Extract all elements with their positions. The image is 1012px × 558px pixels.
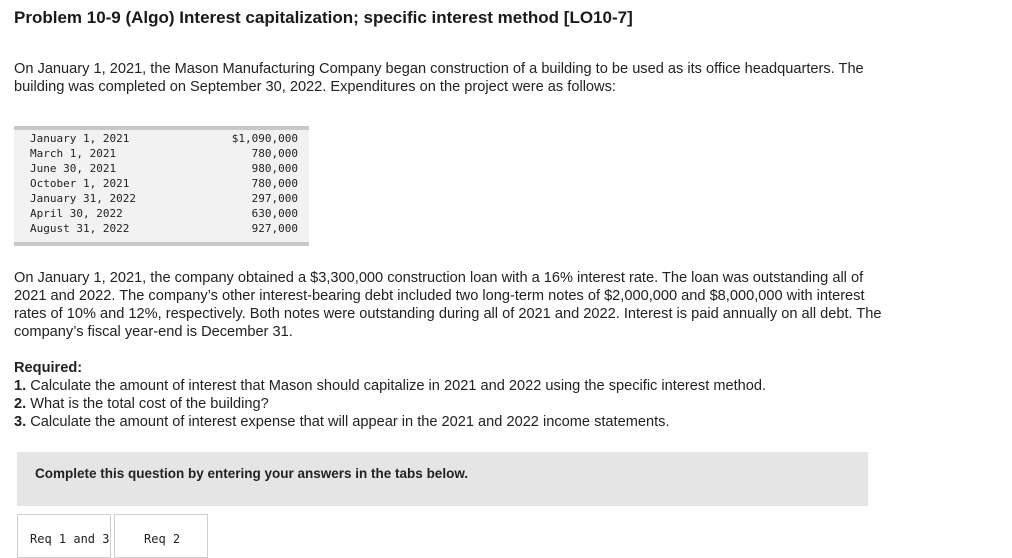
expenditure-row (14, 161, 309, 176)
table-top-rule (14, 126, 309, 130)
required-item-number: 1. (14, 378, 27, 394)
expenditure-date: March 1, 2021 (30, 147, 117, 160)
intro-line: building was completed on September 30, 2022. Expenditures on the project were as follows: (14, 79, 616, 95)
tab-req-1-and-3[interactable] (17, 514, 111, 558)
expenditure-amount: $1,090,000 (231, 132, 298, 145)
expenditure-amount: 927,000 (251, 222, 298, 235)
loan-line: 2021 and 2022. The company’s other interest-bearing debt included two long-term notes of $2,000,000 and $8,000,000 with interest (14, 288, 865, 304)
required-item (14, 413, 670, 431)
required-item-text: What is the total cost of the building? (30, 396, 269, 412)
required-item (14, 395, 269, 413)
expenditure-amount: 780,000 (251, 177, 298, 190)
loan-paragraph (14, 269, 994, 341)
expenditure-row (14, 206, 309, 221)
expenditure-amount: 780,000 (251, 147, 298, 160)
expenditure-row (14, 131, 309, 146)
expenditure-amount: 630,000 (251, 207, 298, 220)
problem-title: Problem 10-9 (Algo) Interest capitalization; specific interest method [LO10-7] (14, 8, 633, 27)
required-item-text: Calculate the amount of interest expense that will appear in the 2021 and 2022 income statements. (30, 414, 670, 430)
expenditure-row (14, 191, 309, 206)
expenditure-row (14, 176, 309, 191)
expenditure-date: August 31, 2022 (30, 222, 130, 235)
loan-line: On January 1, 2021, the company obtained a $3,300,000 construction loan with a 16% interest rate. The loan was outstanding all of (14, 270, 864, 286)
tab-label: Req 1 and 3 (30, 532, 110, 546)
required-item-text: Calculate the amount of interest that Mason should capitalize in 2021 and 2022 using the specific interest method. (30, 378, 767, 394)
expenditures-table (14, 126, 309, 246)
intro-line: On January 1, 2021, the Mason Manufacturing Company began construction of a building to be used as its office headquarters. The (14, 61, 864, 77)
required-item (14, 377, 766, 395)
expenditure-date: October 1, 2021 (30, 177, 130, 190)
expenditure-amount: 297,000 (251, 192, 298, 205)
required-heading: Required: (14, 360, 83, 376)
tab-label: Req 2 (144, 532, 181, 546)
required-item-number: 3. (14, 414, 27, 430)
tab-req-2[interactable] (114, 514, 208, 558)
instructions-banner (17, 452, 868, 506)
expenditure-row (14, 146, 309, 161)
expenditure-date: June 30, 2021 (30, 162, 117, 175)
instructions-text: Complete this question by entering your answers in the tabs below. (35, 466, 469, 481)
required-item-number: 2. (14, 396, 27, 412)
expenditure-amount: 980,000 (251, 162, 298, 175)
expenditure-date: January 31, 2022 (30, 192, 136, 205)
intro-paragraph (14, 60, 994, 96)
loan-line: company’s fiscal year-end is December 31. (14, 324, 293, 340)
expenditure-date: April 30, 2022 (30, 207, 123, 220)
expenditure-date: January 1, 2021 (30, 132, 130, 145)
loan-line: rates of 10% and 12%, respectively. Both notes were outstanding during all of 2021 and 2022. Interest is paid annually on all debt. The (14, 306, 882, 322)
expenditure-row (14, 221, 309, 236)
